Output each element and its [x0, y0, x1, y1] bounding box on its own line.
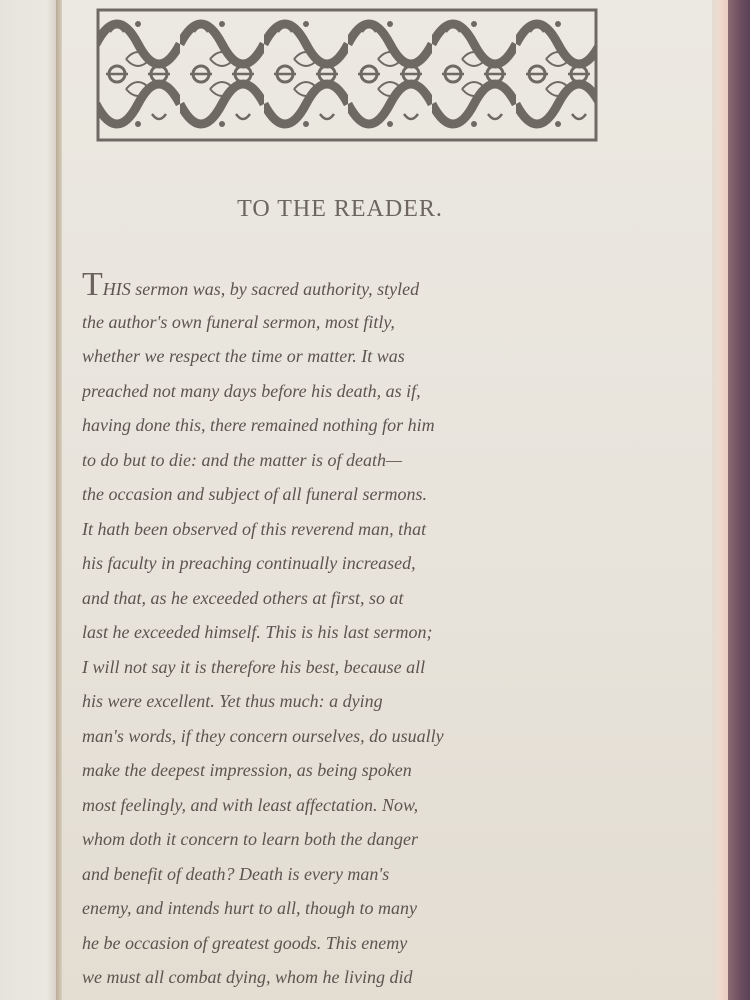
- text-line: [82, 857, 622, 892]
- first-line-text: HIS sermon was, by sacred authority, styled: [102, 279, 420, 299]
- text-line-content: and benefit of death? Death is every man's: [82, 863, 390, 884]
- text-line-content: last he exceeded himself. This is his last sermon;: [82, 622, 433, 642]
- text-line: [82, 477, 622, 512]
- text-line-content: make the deepest impression, as being spoken: [82, 760, 412, 780]
- text-line: [82, 891, 622, 926]
- text-line-content: his were excellent. Yet thus much: a dying: [82, 691, 383, 711]
- text-line-content: It hath been observed of this reverend man, that: [82, 518, 427, 539]
- text-line: [82, 650, 622, 685]
- text-line-content: having done this, there remained nothing for him: [82, 415, 435, 435]
- text-line: [82, 339, 622, 374]
- text-line-content: to do but to die: and the matter is of death—: [82, 449, 402, 470]
- text-line-first: [82, 270, 622, 305]
- text-line: [82, 684, 622, 719]
- text-line: [82, 822, 622, 857]
- text-line: [82, 581, 622, 616]
- text-line: [82, 305, 622, 340]
- text-line-content: we must all combat dying, whom he living did: [82, 967, 413, 987]
- page-heading: TO THE READER.: [237, 196, 443, 222]
- text-line: [82, 788, 622, 823]
- text-line-content: whether we respect the time or matter. It was: [82, 346, 405, 366]
- text-line: [82, 408, 622, 443]
- text-line-content: and that, as he exceeded others at first, so at: [82, 587, 404, 608]
- drop-cap: T: [82, 270, 103, 303]
- text-line-content: man's words, if they concern ourselves, do usually: [82, 725, 444, 746]
- text-line-content: the author's own funeral sermon, most fitly,: [82, 311, 395, 332]
- text-line: [82, 512, 622, 547]
- text-line-content: preached not many days before his death, as if,: [82, 380, 421, 401]
- text-line: [82, 443, 622, 478]
- text-line: [82, 374, 622, 409]
- text-line: [82, 546, 622, 581]
- preface-text: [82, 270, 622, 995]
- text-line-content: whom doth it concern to learn both the danger: [82, 829, 418, 849]
- ornamental-headpiece: [96, 4, 598, 144]
- text-line-content: I will not say it is therefore his best, because all: [82, 656, 426, 677]
- text-line-content: most feelingly, and with least affectation. Now,: [82, 794, 419, 815]
- text-line-content: the occasion and subject of all funeral sermons.: [82, 484, 427, 504]
- text-line: [82, 926, 622, 961]
- text-line-content: he be occasion of greatest goods. This enemy: [82, 932, 408, 953]
- text-line: [82, 960, 622, 995]
- book-cover-edge: [728, 0, 750, 1000]
- text-line-content: his faculty in preaching continually increased,: [82, 553, 416, 573]
- text-lines: [82, 305, 622, 995]
- text-line: [82, 753, 622, 788]
- text-line: [82, 719, 622, 754]
- text-line-content: enemy, and intends hurt to all, though to many: [82, 898, 417, 918]
- facing-page: [0, 0, 58, 1000]
- text-line: [82, 615, 622, 650]
